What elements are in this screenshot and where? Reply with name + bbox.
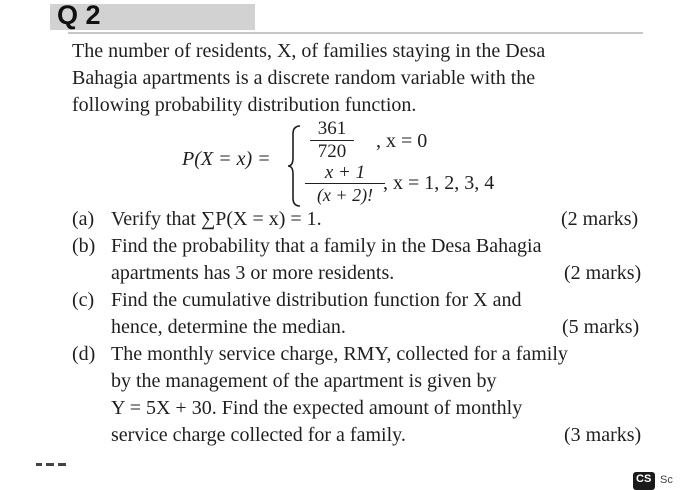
question-d-marks: (3 marks) (564, 424, 642, 446)
top-rule (68, 32, 643, 34)
intro-line-3: following probability distribution function. (72, 94, 417, 116)
pdf-piece2-denominator: (x + 2)! (316, 185, 374, 205)
question-d-line-2: by the management of the apartment is given by (111, 370, 497, 392)
question-d-line-1: The monthly service charge, RMY, collected for a family (111, 343, 568, 365)
question-c-line-2: hence, determine the median. (111, 316, 346, 338)
question-d-line-3: Y = 5X + 30. Find the expected amount of monthly (111, 397, 523, 419)
question-a-letter: (a) (72, 208, 95, 230)
question-a-marks: (2 marks) (561, 208, 639, 230)
question-c-marks: (5 marks) (562, 316, 640, 338)
camscanner-logo-text: CS (636, 473, 652, 485)
question-d-letter: (d) (72, 343, 96, 365)
pdf-piece1-condition: , x = 0 (376, 130, 428, 152)
question-c-letter: (c) (72, 289, 95, 311)
left-brace-icon (287, 124, 303, 208)
pdf-piece2-numerator: x + 1 (324, 162, 366, 183)
intro-line-2: Bahagia apartments is a discrete random variable with the (72, 67, 536, 89)
intro-paragraph (72, 38, 647, 119)
camscanner-watermark-text: Sc (660, 474, 673, 486)
pdf-piece2-fraction (305, 163, 385, 206)
question-b-line-1: Find the probability that a family in the Desa Bahagia (111, 235, 542, 257)
pdf-piece1-numerator: 361 (317, 118, 347, 139)
question-d-line-4: service charge collected for a family. (111, 424, 406, 446)
intro-line-1: The number of residents, X, of families staying in the Desa (72, 40, 546, 62)
page-number-fragment (36, 462, 74, 467)
question-b-marks: (2 marks) (564, 262, 642, 284)
question-c-line-1: Find the cumulative distribution function for X and (111, 289, 522, 311)
question-label: Q 2 (57, 0, 101, 30)
pdf-piece2-condition: , x = 1, 2, 3, 4 (383, 172, 495, 194)
question-a-line-1: Verify that ∑P(X = x) = 1. (111, 208, 322, 230)
pdf-piece1-fraction (310, 118, 354, 163)
question-b-letter: (b) (72, 235, 96, 257)
pdf-piece1-denominator: 720 (317, 141, 347, 162)
question-b-line-2: apartments has 3 or more residents. (111, 262, 395, 284)
pdf-lhs: P(X = x) = (182, 148, 271, 170)
